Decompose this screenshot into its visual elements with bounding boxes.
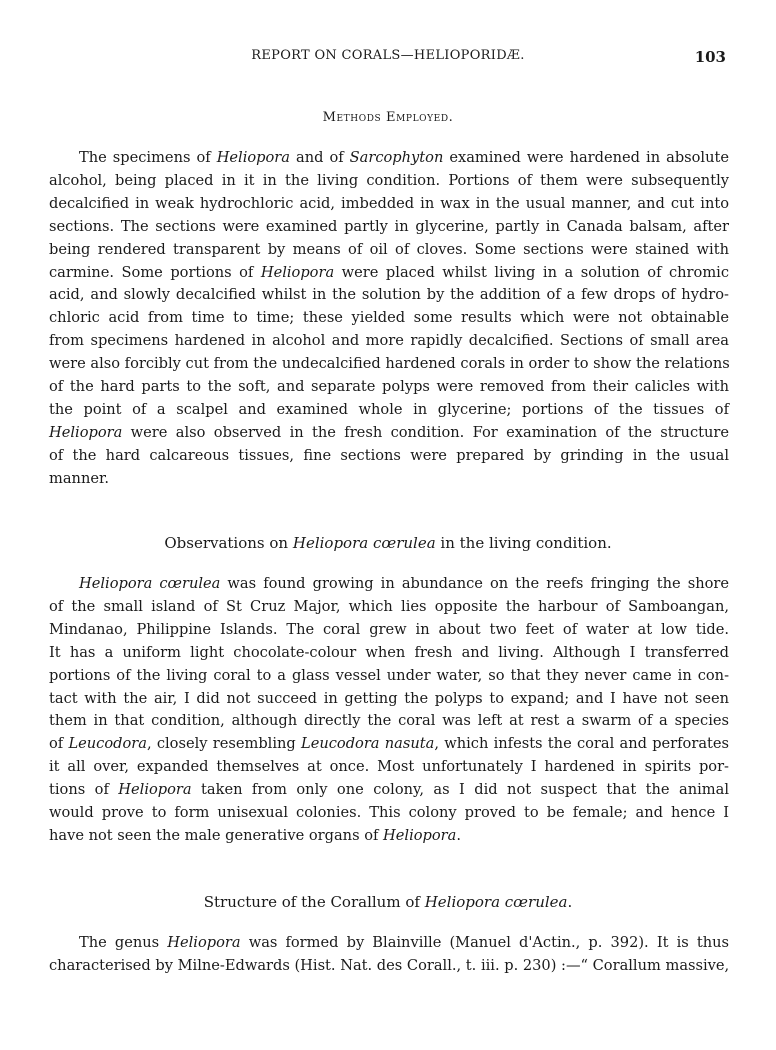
observations-paragraph: [49, 573, 729, 848]
text-line: have not seen the male generative organs of Heliopora.: [49, 826, 461, 844]
running-header: [50, 48, 726, 70]
text-line: The specimens of Heliopora and of Sarcophyton examined were hardened in absolute: [79, 149, 730, 166]
structure-paragraph: [49, 932, 729, 978]
text-line: carmine. Some portions of Heliopora were placed whilst living in a solution of chromic: [49, 263, 730, 281]
text-line: from specimens hardened in alcohol and more rapidly decalcified. Sections of small area: [49, 332, 729, 350]
text-line: Heliopora were also observed in the fresh condition. For examination of the structure: [49, 423, 729, 441]
text-line: tions of Heliopora taken from only one colony, as I did not suspect that the animal: [49, 781, 729, 799]
observations-heading: Observations on Heliopora cœrulea in the living condition.: [164, 534, 612, 552]
text-line: the point of a scalpel and examined whole in glycerine; portions of the tissues of: [49, 400, 729, 418]
text-line: it all over, expanded themselves at once. Most unfortunately I hardened in spirits por-: [49, 758, 729, 776]
methods-heading: Methods Employed.: [322, 110, 454, 125]
text-line: manner.: [49, 469, 109, 487]
text-line: portions of the living coral to a glass vessel under water, so that they never came in con-: [49, 666, 729, 684]
text-line: them in that condition, although directly the coral was left at rest a swarm of a species: [49, 712, 729, 730]
text-line: of the hard calcareous tissues, fine sections were prepared by grinding in the usual: [49, 446, 729, 464]
text-line: The genus Heliopora was formed by Blainville (Manuel d'Actin., p. 392). It is thus: [79, 934, 729, 951]
methods-paragraph: [49, 147, 729, 491]
text-line: characterised by Milne-Edwards (Hist. Nat. des Corall., t. iii. p. 230) :—“ Corallum massive,: [49, 956, 730, 974]
text-line: were also forcibly cut from the undecalcified hardened corals in order to show the relations: [49, 355, 730, 373]
text-line: acid, and slowly decalcified whilst in the solution by the addition of a few drops of hydro-: [49, 286, 729, 304]
text-line: of Leucodora, closely resembling Leucodora nasuta, which infests the coral and perforates: [49, 735, 730, 753]
text-line: being rendered transparent by means of oil of cloves. Some sections were stained with: [49, 240, 729, 258]
text-line: chloric acid from time to time; these yielded some results which were not obtainable: [49, 309, 729, 327]
text-line: decalcified in weak hydrochloric acid, imbedded in wax in the usual manner, and cut into: [49, 194, 729, 212]
structure-heading: Structure of the Corallum of Heliopora cœrulea.: [203, 893, 573, 911]
text-line: sections. The sections were examined partly in glycerine, partly in Canada balsam, after: [49, 217, 729, 235]
text-line: Heliopora cœrulea was found growing in abundance on the reefs fringing the shore: [79, 575, 729, 592]
running-title: REPORT ON CORALS—HELIOPORIDÆ.: [251, 48, 525, 63]
text-line: tact with the air, I did not succeed in getting the polyps to expand; and I have not seen: [49, 689, 729, 707]
text-line: It has a uniform light chocolate-colour when fresh and living. Although I transferred: [49, 643, 729, 661]
text-line: of the hard parts to the soft, and separate polyps were removed from their calicles with: [49, 378, 729, 396]
text-line: alcohol, being placed in it in the living condition. Portions of them were subsequently: [49, 171, 729, 189]
text-line: Mindanao, Philippine Islands. The coral grew in about two feet of water at low tide.: [49, 620, 729, 638]
page-number: 103: [694, 48, 726, 66]
text-line: of the small island of St Cruz Major, which lies opposite the harbour of Samboangan,: [49, 597, 729, 615]
text-line: would prove to form unisexual colonies. This colony proved to be female; and hence I: [49, 804, 729, 822]
